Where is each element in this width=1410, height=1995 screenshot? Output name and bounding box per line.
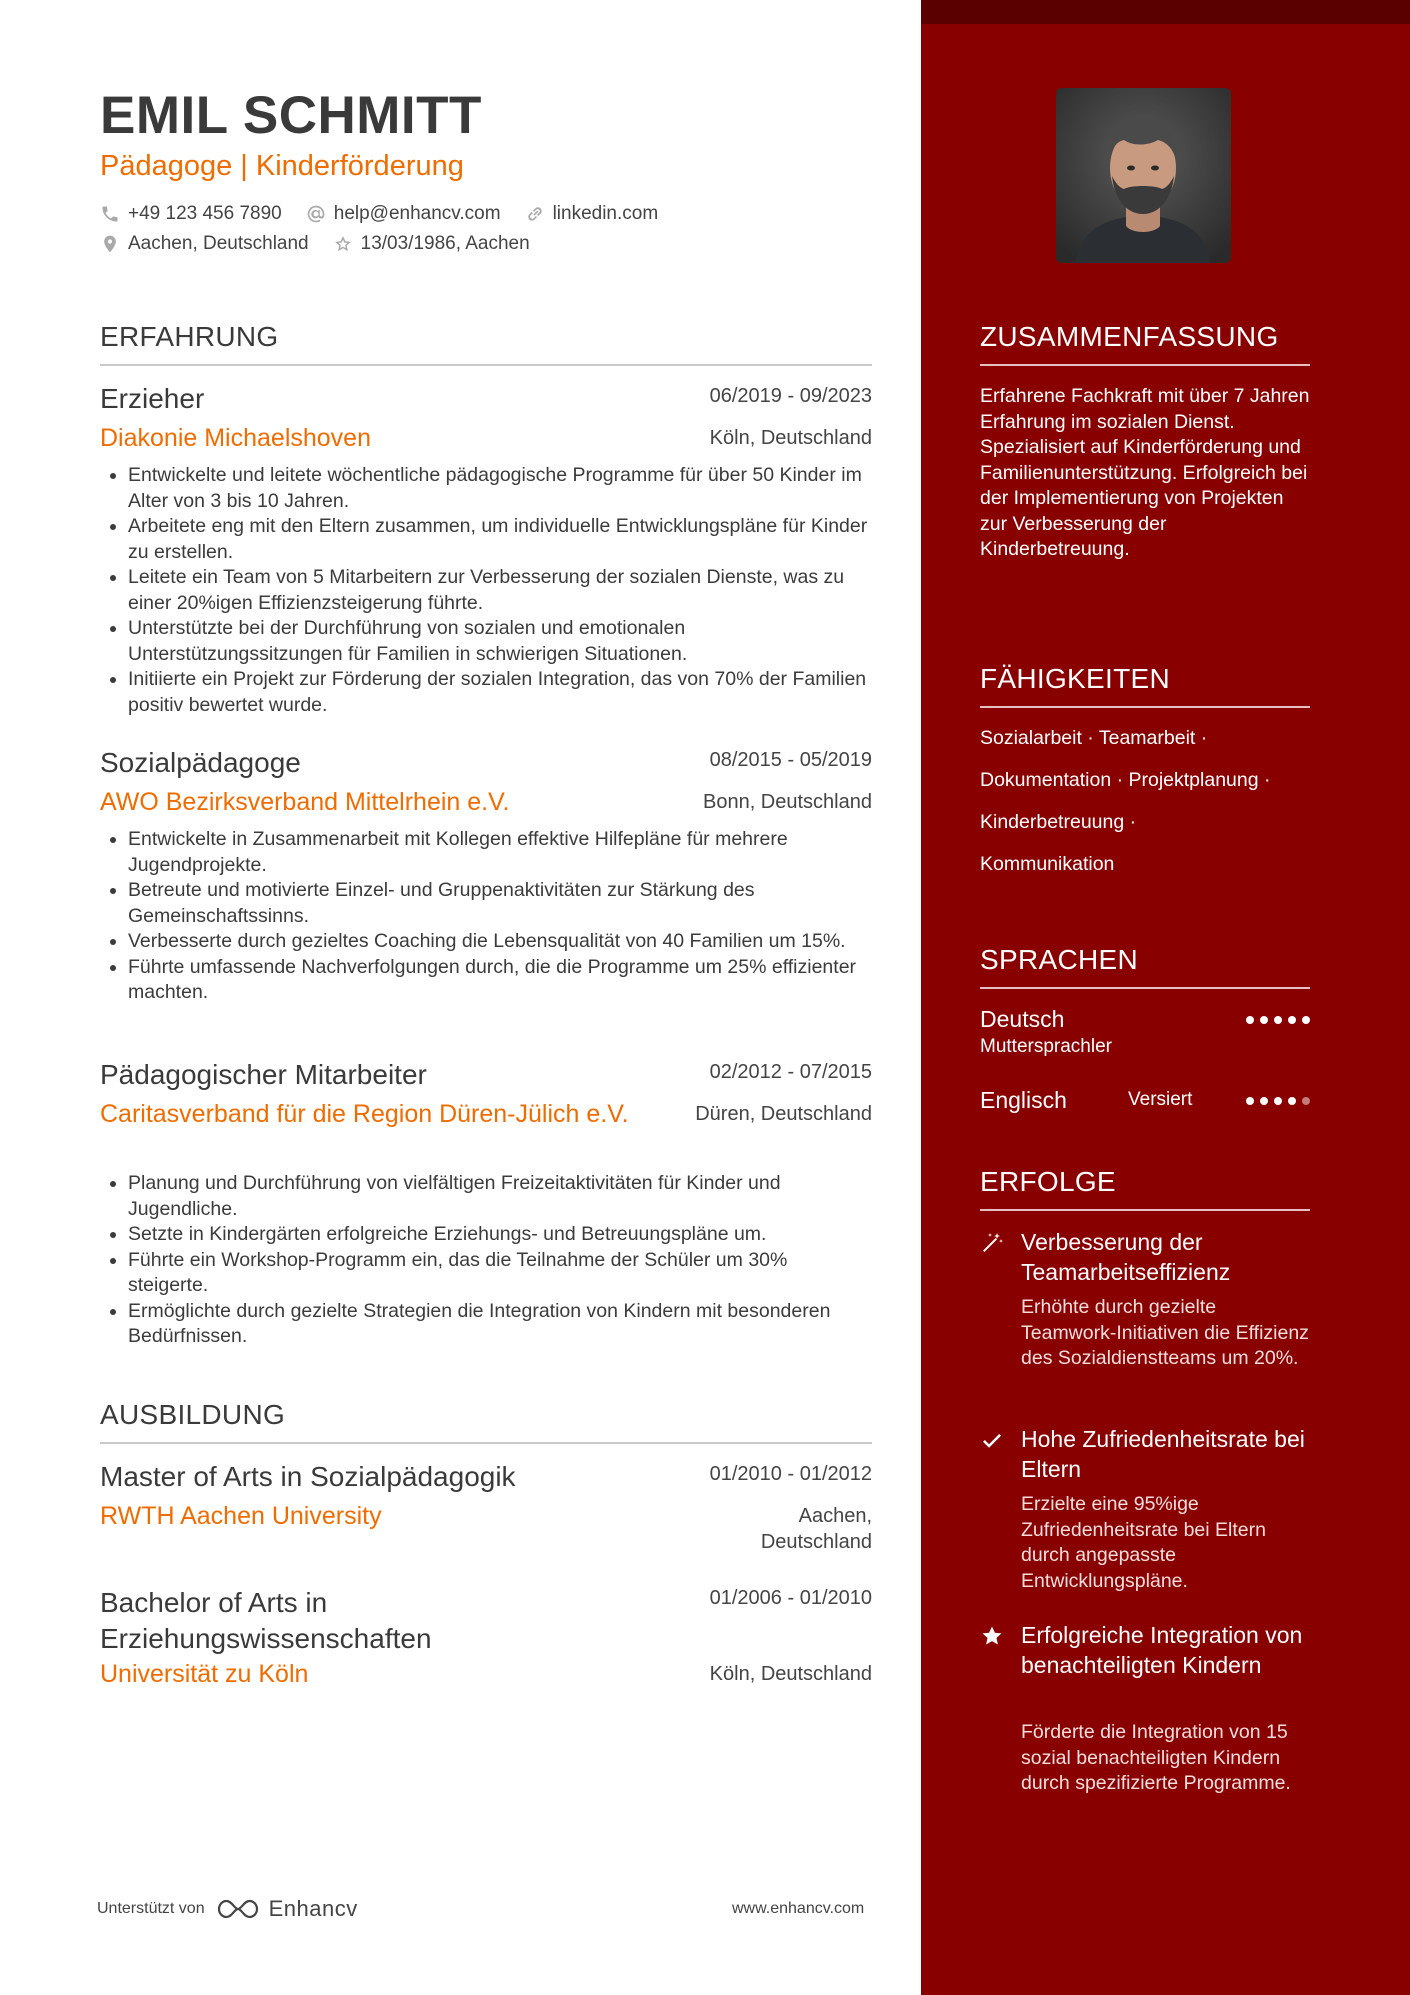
bullet-item: • Leitete ein Team von 5 Mitarbeitern zur Verbesserung der sozialen Dienste, was zu einer 20%igen Effizienzsteigerung führte. <box>128 565 872 616</box>
bullet-item: • Initiierte ein Projekt zur Förderung der sozialen Integration, das von 70% der Familien positiv bewertet wurde. <box>128 667 872 718</box>
language-item <box>980 1006 1310 1062</box>
contact-row <box>100 203 682 225</box>
degree-title <box>100 1585 432 1657</box>
enhancv-logo-icon <box>215 1897 261 1921</box>
bullet-item: • Entwickelte und leitete wöchentliche pädagogische Programme für über 50 Kinder im Alter von 3 bis 10 Jahren. <box>128 463 872 514</box>
sidebar-top-band <box>921 0 1410 24</box>
rating-dot <box>1274 1016 1282 1024</box>
skills-list <box>980 724 1320 892</box>
sidebar <box>921 0 1410 1995</box>
summary-section-title: ZUSAMMENFASSUNG <box>980 320 1310 366</box>
email-text: help@enhancv.com <box>333 203 501 224</box>
job-bullets <box>100 827 872 1006</box>
school-name: Universität zu Köln <box>100 1660 309 1688</box>
footer-website[interactable]: www.enhancv.com <box>732 1900 865 1917</box>
achievements-section-title: ERFOLGE <box>980 1165 1310 1211</box>
bullet-item: • Führte umfassende Nachverfolgungen durch, die die Programme um 25% effizienter machten. <box>128 955 872 1006</box>
bullet-item: • Setzte in Kindergärten erfolgreiche Erziehungs- und Betreuungspläne um. <box>128 1222 872 1248</box>
birth-text: 13/03/1986, Aachen <box>360 233 530 254</box>
job-bullets <box>100 463 872 718</box>
skills-line: Sozialarbeit · Teamarbeit · <box>980 727 1208 749</box>
location-text: Aachen, Deutschland <box>128 233 309 254</box>
degree-title: Master of Arts in Sozialpädagogik <box>100 1461 516 1492</box>
phone-icon <box>100 204 120 224</box>
language-rating <box>1240 1016 1310 1024</box>
achievement-title: Erfolgreiche Integration von benachteiligten Kindern <box>1021 1622 1303 1678</box>
bullet-item: • Führte ein Workshop-Programm ein, das die Teilnahme der Schüler um 30% steigerte. <box>128 1248 872 1299</box>
candidate-name: EMIL SCHMITT <box>100 86 482 145</box>
job-location: Düren, Deutschland <box>695 1103 872 1125</box>
language-name: Englisch <box>980 1087 1067 1113</box>
birth-contact <box>333 233 530 255</box>
job-date: 02/2012 - 07/2015 <box>709 1061 872 1083</box>
language-item <box>980 1087 1310 1117</box>
bullet-item: • Unterstützte bei der Durchführung von sozialen und emotionalen Unterstützungssitzungen für Familien in schwierigen Situationen. <box>128 616 872 667</box>
language-rating <box>1240 1097 1310 1105</box>
bullet-item: • Arbeitete eng mit den Eltern zusammen, um individuelle Entwicklungspläne für Kinder zu erstellen. <box>128 514 872 565</box>
education-section-title: AUSBILDUNG <box>100 1398 872 1444</box>
rating-dot <box>1288 1097 1296 1105</box>
language-level: Muttersprachler <box>980 1036 1112 1057</box>
powered-by-text: Unterstützt von <box>97 1900 205 1917</box>
achievement-item <box>980 1227 1310 1402</box>
education-location <box>761 1503 872 1555</box>
skills-line: Kommunikation <box>980 853 1115 875</box>
education-location-line: Aachen, <box>798 1505 872 1527</box>
achievement-description: Erhöhte durch gezielte Teamwork-Initiativen die Effizienz des Sozialdienstteams um 20%. <box>1021 1296 1309 1369</box>
enhancv-logo[interactable] <box>215 1896 358 1922</box>
company-name: Diakonie Michaelshoven <box>100 424 371 452</box>
experience-item <box>100 1059 872 1347</box>
email-contact[interactable] <box>306 203 501 225</box>
candidate-headline: Pädagoge | Kinderförderung <box>100 150 464 182</box>
star-outline-icon <box>333 234 353 254</box>
achievement-item <box>980 1620 1310 1830</box>
rating-dot <box>1246 1016 1254 1024</box>
bullet-item: • Ermöglichte durch gezielte Strategien die Integration von Kindern mit besonderen Bedürfnissen. <box>128 1299 872 1350</box>
languages-section-title: SPRACHEN <box>980 943 1310 989</box>
footer-branding <box>97 1896 358 1922</box>
phone-contact[interactable] <box>100 203 282 225</box>
at-icon <box>306 204 326 224</box>
job-title: Pädagogischer Mitarbeiter <box>100 1059 427 1090</box>
phone-text: +49 123 456 7890 <box>128 203 282 224</box>
bullet-item: • Entwickelte in Zusammenarbeit mit Kollegen effektive Hilfepläne für mehrere Jugendprojekte. <box>128 827 872 878</box>
summary-text: Erfahrene Fachkraft mit über 7 Jahren Erfahrung im sozialen Dienst. Spezialisiert auf Kinderförderung und Familienunterstützung. Erfolgreich bei der Implementierung von Projekten zur Verbesserung der Kinderbetreuung. <box>980 385 1310 560</box>
profile-photo-image <box>1056 88 1231 263</box>
rating-dot <box>1260 1097 1268 1105</box>
rating-dot <box>1274 1097 1282 1105</box>
bullet-item: • Planung und Durchführung von vielfältigen Freizeitaktivitäten für Kinder und Jugendliche. <box>128 1171 872 1222</box>
rating-dot <box>1288 1016 1296 1024</box>
job-location: Köln, Deutschland <box>709 427 872 449</box>
degree-title-line: Bachelor of Arts in <box>100 1587 328 1618</box>
degree-title-line: Erziehungswissenschaften <box>100 1623 432 1654</box>
rating-dot <box>1260 1016 1268 1024</box>
achievement-item <box>980 1424 1310 1599</box>
rating-dot <box>1302 1016 1310 1024</box>
rating-dot <box>1302 1097 1310 1105</box>
bullet-item: • Verbesserte durch gezieltes Coaching die Lebensqualität von 40 Familien um 15%. <box>128 929 872 955</box>
location-contact <box>100 233 309 255</box>
company-name: Caritasverband für die Region Düren-Jülich e.V. <box>100 1100 629 1128</box>
education-item <box>100 1461 872 1561</box>
education-location: Köln, Deutschland <box>709 1663 872 1685</box>
education-date: 01/2010 - 01/2012 <box>709 1463 872 1485</box>
experience-item <box>100 747 872 1003</box>
experience-item <box>100 383 872 716</box>
location-pin-icon <box>100 234 120 254</box>
experience-section-title: ERFAHRUNG <box>100 320 872 366</box>
linkedin-contact[interactable] <box>525 203 659 225</box>
education-location-line: Deutschland <box>760 1531 872 1553</box>
main-column <box>100 0 872 1995</box>
profile-photo <box>1056 88 1231 263</box>
education-date: 01/2006 - 01/2010 <box>709 1587 872 1609</box>
job-bullets <box>100 1171 872 1350</box>
job-location: Bonn, Deutschland <box>702 791 872 813</box>
school-name: RWTH Aachen University <box>100 1502 382 1530</box>
job-date: 08/2015 - 05/2019 <box>709 749 872 771</box>
magic-wand-icon <box>980 1231 1004 1255</box>
job-date: 06/2019 - 09/2023 <box>709 385 872 407</box>
contact-row <box>100 233 554 255</box>
job-title: Sozialpädagoge <box>100 747 301 778</box>
enhancv-brand-text: Enhancv <box>268 1896 358 1921</box>
rating-dot <box>1246 1097 1254 1105</box>
link-icon <box>525 204 545 224</box>
company-name: AWO Bezirksverband Mittelrhein e.V. <box>100 788 510 816</box>
job-title: Erzieher <box>100 383 205 414</box>
achievement-description: Erzielte eine 95%ige Zufriedenheitsrate bei Eltern durch angepasste Entwicklungspläne. <box>1021 1493 1266 1592</box>
bullet-item: • Betreute und motivierte Einzel- und Gruppenaktivitäten zur Stärkung des Gemeinschaftssinns. <box>128 878 872 929</box>
achievement-title: Hohe Zufriedenheitsrate bei Eltern <box>1021 1426 1305 1482</box>
achievement-description: Förderte die Integration von 15 sozial benachteiligten Kindern durch spezifizierte Programme. <box>1021 1721 1291 1794</box>
language-name: Deutsch <box>980 1006 1065 1032</box>
skills-line: Dokumentation · Projektplanung · <box>980 769 1271 791</box>
education-item <box>100 1585 872 1693</box>
language-level: Versiert <box>1128 1089 1193 1110</box>
skills-line: Kinderbetreuung · <box>980 811 1137 833</box>
checkmark-icon <box>980 1428 1004 1452</box>
achievement-title: Verbesserung der Teamarbeitseffizienz <box>1021 1229 1231 1285</box>
star-icon <box>980 1624 1004 1648</box>
skills-section-title: FÄHIGKEITEN <box>980 662 1310 708</box>
linkedin-text: linkedin.com <box>552 203 659 224</box>
